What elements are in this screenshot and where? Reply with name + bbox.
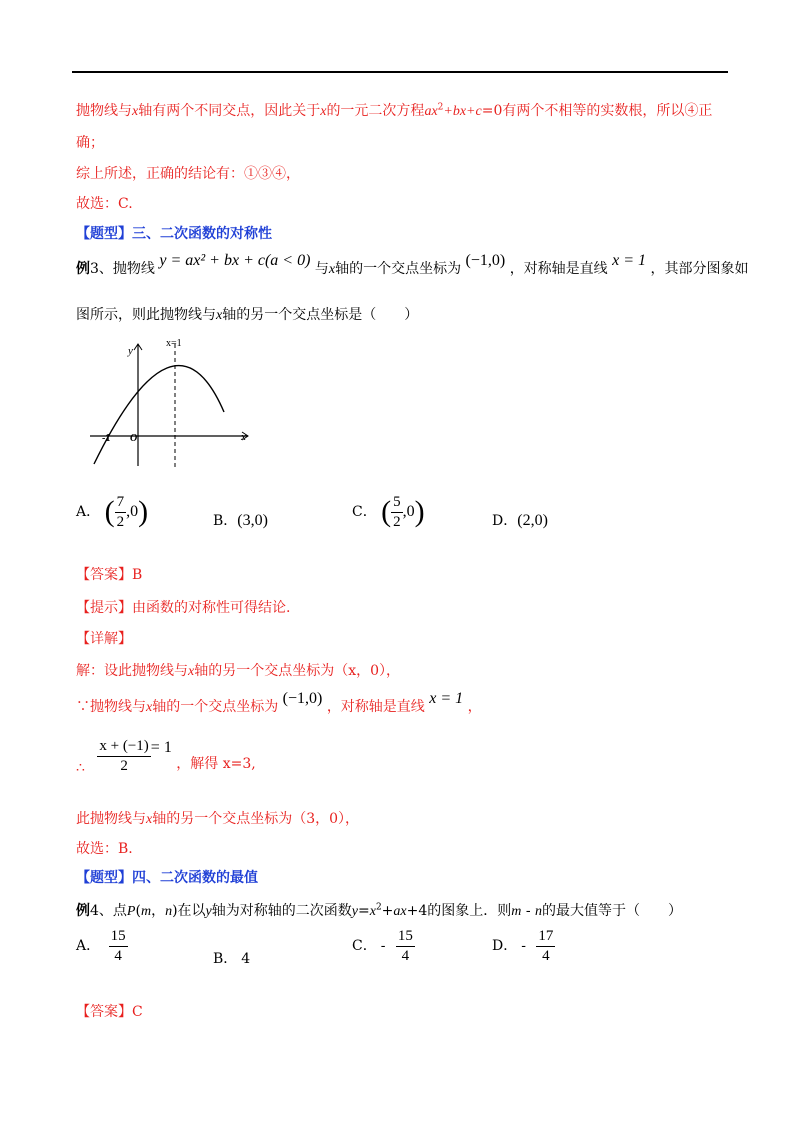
example-3-option-d[interactable]: D．(2,0) [492,512,548,529]
prev-line-1: 抛物线与x轴有两个不同交点，因此关于x的一元二次方程$ax^2+bx+c=0$有两个不相等的实数根，所以④正 [76,102,713,119]
example-3-option-b[interactable]: B．(3,0) [213,512,268,529]
example-3-stem-line-2: 图所示，则此抛物线与x轴的另一个交点坐标是（ ） [76,307,419,323]
neg-one-label: -1 [102,433,111,444]
example-3-stem-line-1: 例3、抛物线 y = ax² + bx + c(a < 0) 与x轴的一个交点坐标为 (−1,0) ，对称轴是直线 x = 1 ，其部分图象如 [76,252,749,277]
example-4-option-c[interactable]: C． - $\frac{15}{4}$ [352,928,413,964]
y-axis-label: y [128,345,133,357]
x-axis-label: x [241,431,246,443]
solution-line-2: ∵抛物线与x轴的一个交点坐标为 (−1,0) ，对称轴是直线 x = 1 ， [76,690,482,715]
origin-label: O [130,433,138,444]
symmetry-axis: x = 1 [612,252,647,269]
example-3-answer: 【答案】B [76,567,143,583]
section-title-extremum: 【题型】四、二次函数的最值 [76,870,258,886]
prev-line-2: 确； [76,135,104,151]
solution-line-5: 故选：B. [76,841,133,857]
example-4-option-b[interactable]: B． 4 [213,951,251,967]
prev-line-3: 综上所述，正确的结论有：①③④， [76,166,300,182]
solution-line-1: 解：设此抛物线与x轴的另一个交点坐标为（x，0）， [76,663,401,679]
example-3-option-c[interactable]: C． ( $\frac{5}{2}$ ,0) [352,494,425,530]
header-rule [72,71,728,73]
example-4-option-d[interactable]: D． - $\frac{17}{4}$ [492,928,554,964]
prev-line-4: 故选：C. [76,196,133,212]
example-3-option-a[interactable]: A． ( $\frac{7}{2}$ ,0) [76,494,149,530]
example-4-stem: 例4、点P(m，n)在以y轴为对称轴的二次函数$y=x^2+ax+4$的图象上．则m - n的最大值等于（ ） [76,902,683,919]
parabola-graph [80,336,260,471]
known-root-point: (−1,0) [465,252,506,269]
solution-line-4: 此抛物线与x轴的另一个交点坐标为（3，0）， [76,811,360,827]
parabola-curve [94,366,224,464]
solution-line-3: ∴ $\frac{x + (-1)}{2}$ = 1 ，解得 x=3, [76,738,256,776]
section-title-symmetry: 【题型】三、二次函数的对称性 [76,226,272,242]
example-4-option-a[interactable]: A． $\frac{15}{4}$ [76,928,126,964]
axis-line-label: x=1 [166,338,182,349]
example-4-answer: 【答案】C [76,1004,143,1020]
example-3-hint: 【提示】由函数的对称性可得结论. [76,600,291,616]
parabola-equation: y = ax² + bx + c(a < 0) [159,252,311,269]
example-3-detail-heading: 【详解】 [76,631,132,647]
